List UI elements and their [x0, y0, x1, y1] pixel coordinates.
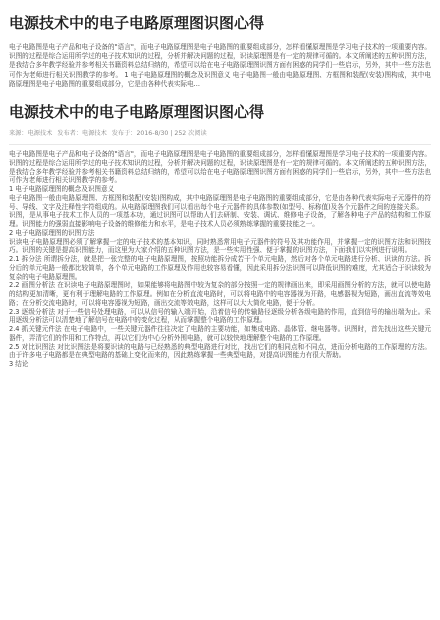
article-meta: [9, 130, 431, 138]
paragraph: 识读电子电路原理图必须了解掌握一定的电子技术的基本知识，同时熟悉常用电子元器件的符号及其功能作用，并掌握一定的识图方法和识图技巧。识图的关键是提高识图能力，而这里为大家介绍的五种识图方法，是一些实用性强、便于掌握的识图方法，下面我们以实例进行说明。: [9, 237, 431, 255]
summary-text: 电子电路图是电子产品和电子设备的"语言"，而电子电路原理图是电子电路图的重要组成部分，怎样看懂原理图是学习电子技术的一项重要内容。识图的过程是综合运用所学过的电子技术知识的过程，分析并解决问题的过程，识读原理图是有一定的规律可循的。本文所阐述的五种识图方法，是我结合多年教学经验并参考相关书籍资料总结归纳的，希望可以给在电子电路原理图识图方面有困惑的同学们一些启示，另外，其中一些方法也可作为老师进行相关识图教学的参考。 1 电子电路原理图的概念及识图意义 电子电路图一般由电路原理图、方框图和装配(安装)图构成，其中电路原理图是电子电路图的重要组成部分，它是由各种代表实际电...: [9, 43, 431, 88]
meta-source: 来源：电源技术: [9, 130, 53, 138]
paragraph: 2.1 拆分法 所谓拆分法，就是把一张完整的电子电路原理图，按照功能拆分成若干个单元电路，然后对各个单元电路进行分析、识读的方法。拆分后的单元电路一般都比较简单，各个单元电路的工作原理及作用也较容易看懂，因此采用拆分法识图可以降低识图的难度，尤其适合于识读较为复杂的电子电路原理图。: [9, 255, 431, 281]
paragraph: 2.2 画图分析法 在识读电子电路原理图时，如果能够将电路图中较为复杂的部分按照一定的规律画出来，即采用画图分析的方法，就可以使电路的结构更加清晰，更有利于理解电路的工作原理。例如在分析直流电路时，可以将电路中的电容器视为开路，电感器视为短路，画出直流等效电路；在分析交流电路时，可以将电容器视为短路，画出交流等效电路，这样可以大大简化电路，便于分析。: [9, 281, 431, 307]
meta-time: 发布于：2016-8/30 | 252 次阅读: [111, 130, 207, 138]
paragraph: 2 电子电路原理图的识图方法: [9, 228, 95, 237]
paragraph: 1 电子电路原理图的概念及识图意义: [9, 185, 115, 194]
paragraph: 2.3 逐级分析法 对于一些信号处理电路，可以从信号的输入端开始，沿着信号的传输路径逐级分析各级电路的作用，直到信号的输出端为止。采用逐级分析法可以清楚地了解信号在电路中的变化过程，从而掌握整个电路的工作原理。: [9, 307, 431, 325]
paragraph: 2.5 对比识图法 对比识图法是将要识读的电路与已经熟悉的典型电路进行对比，找出它们的相同点和不同点，进而分析电路的工作原理的方法。由于许多电子电路都是在典型电路的基础上变化而来的，因此熟练掌握一些典型电路，对提高识图能力有很大帮助。: [9, 342, 431, 360]
divider: [9, 144, 431, 145]
paragraph: 电子电路图一般由电路原理图、方框图和装配(安装)图构成，其中电路原理图是电子电路图的重要组成部分，它是由各种代表实际电子元器件的符号、导线、文字及注释性字符组成的。从电路原理图我们可以看出每个电子元器件的具体参数(如型号、标称值)及各个元器件之间的连接关系。: [9, 193, 431, 211]
article-title: 电源技术中的电子电路原理图识图心得: [9, 103, 265, 122]
page-title: 电源技术中的电子电路原理图识图心得: [9, 14, 265, 32]
paragraph: 识图，是从事电子技术工作人员的一项基本功，通过识图可以帮助人们去研制、安装、调试、维修电子设备，了解各种电子产品的结构和工作原理。识图能力的强弱直接影响电子设备的维修能力和水平，是电子技术人员必须熟练掌握的重要技能之一。: [9, 211, 431, 229]
paragraph: 2.4 抓关键元件法 在电子电路中，一些关键元器件往往决定了电路的主要功能，如集成电路、晶体管、继电器等。识图时，首先找出这些关键元器件，弄清它们的作用和工作特点，再以它们为中心分析外围电路，就可以较快地理解整个电路的工作原理。: [9, 325, 431, 342]
article-body: [9, 150, 431, 369]
paragraph: 3 结论: [9, 360, 29, 369]
meta-author: 发布者：电源技术: [57, 130, 107, 138]
paragraph: 电子电路图是电子产品和电子设备的"语言"，而电子电路原理图是电子电路图的重要组成部分，怎样看懂原理图是学习电子技术的一项重要内容。识图的过程是综合运用所学过的电子技术知识的过程，分析并解决问题的过程，识读原理图是有一定的规律可循的。本文所阐述的五种识图方法，是我结合多年教学经验并参考相关书籍资料总结归纳的，希望可以给在电子电路原理图识图方面有困惑的同学们一些启示，另外，其中一些方法也可作为老师进行相关识图教学的参考。: [9, 150, 431, 185]
